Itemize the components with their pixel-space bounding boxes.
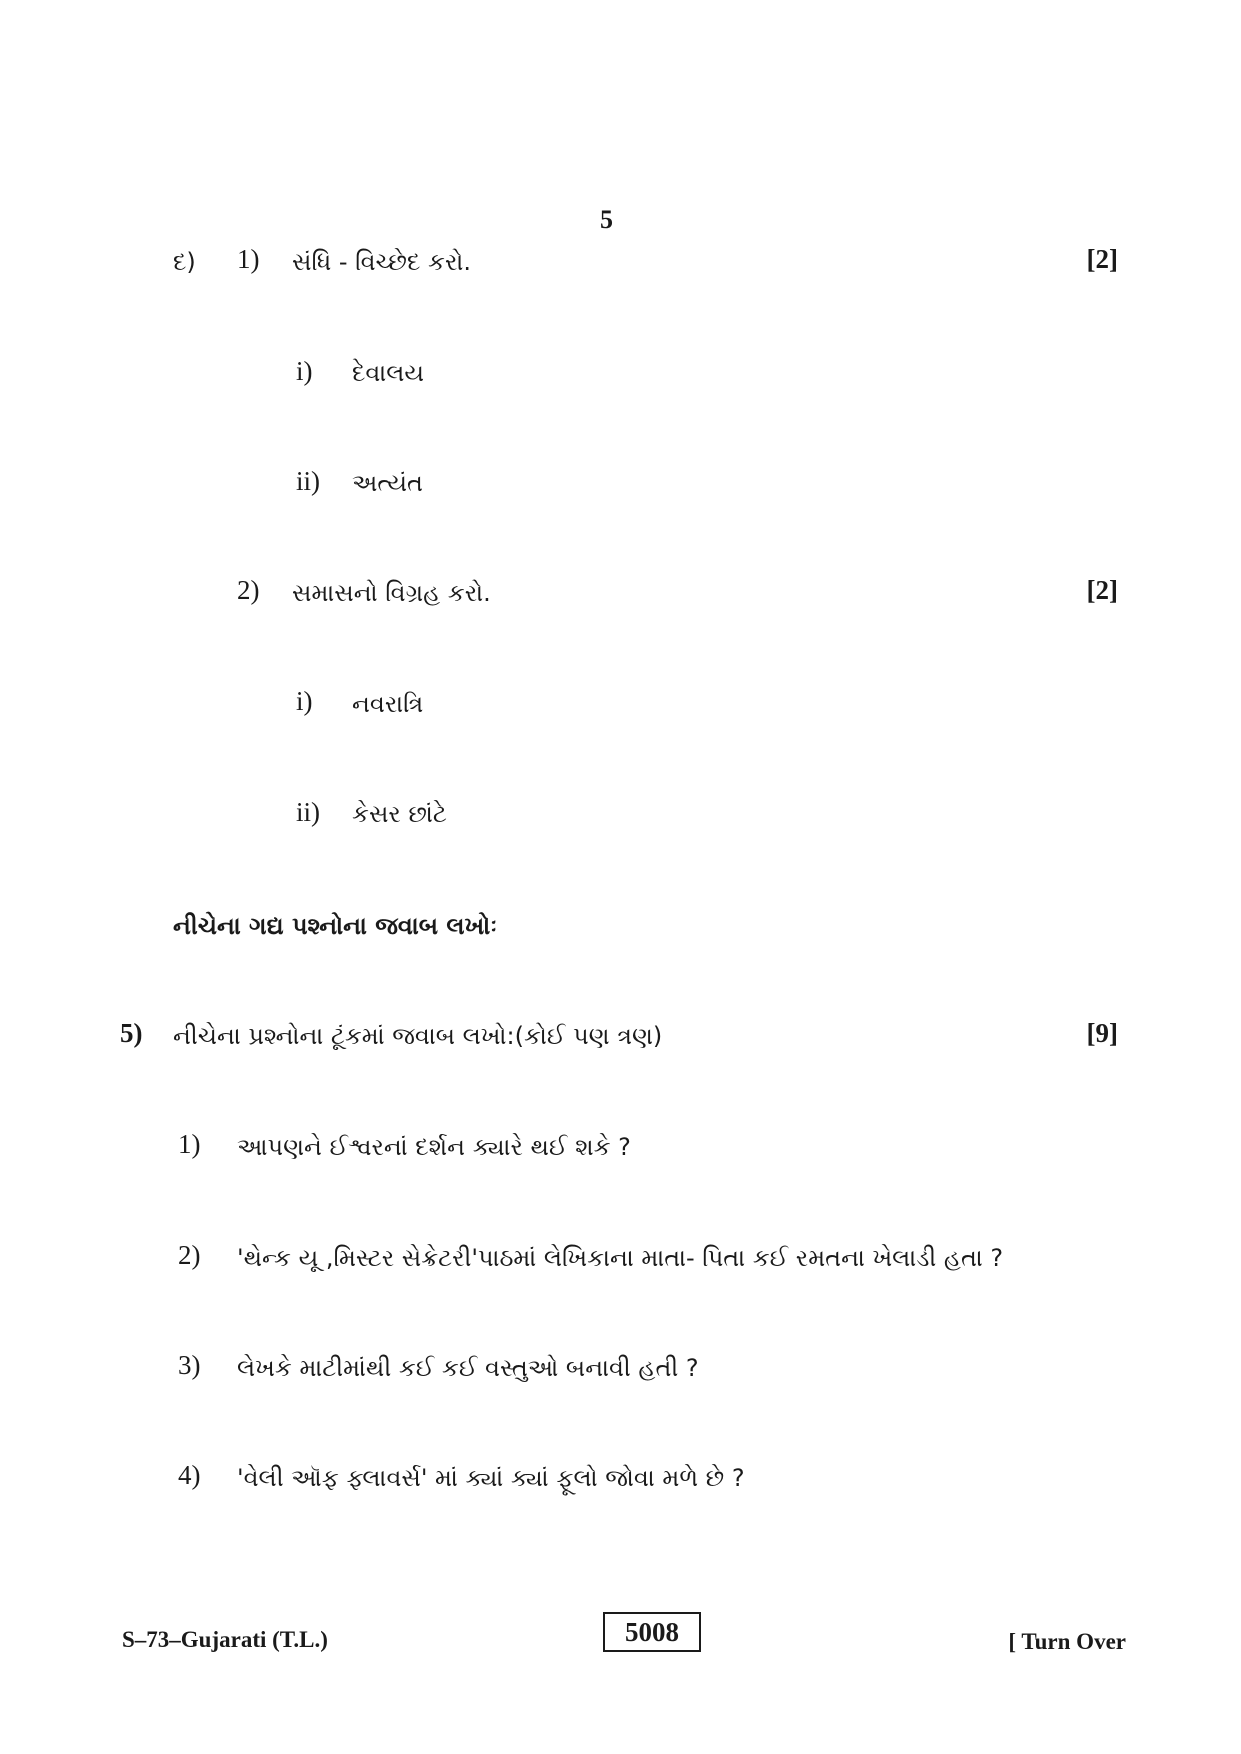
q5-item-4-text: 'વેલી ઑફ ફ્લાવર્સ' માં ક્યાં ક્યાં ફૂલો જોવા મળે છે ?	[237, 1464, 745, 1492]
q1-number: 1)	[237, 244, 260, 274]
q2-item-i-text: નવરાત્રિ	[352, 690, 424, 718]
q2-item-ii-number: ii)	[296, 797, 320, 827]
q5-item-3-number: 3)	[178, 1350, 201, 1380]
q5-item-1-number: 1)	[178, 1129, 201, 1159]
q5-item-1-text: આપણને ઈશ્વરનાં દર્શન ક્યારે થઈ શકે ?	[237, 1133, 631, 1161]
q1-item-ii-number: ii)	[296, 466, 320, 496]
footer-code-box: 5008	[603, 1612, 701, 1652]
q1-item-i-text: દેવાલય	[352, 359, 425, 387]
q5-item-3-text: લેખકે માટીમાંથી કઈ કઈ વસ્તુઓ બનાવી હતી ?	[237, 1354, 699, 1382]
q1-item-ii-text: અત્યંત	[352, 469, 423, 497]
section-d-label: દ)	[173, 248, 196, 276]
q2-item-i-number: i)	[296, 686, 313, 716]
footer-paper-code: S–73–Gujarati (T.L.)	[122, 1627, 328, 1652]
q5-item-2-number: 2)	[178, 1240, 201, 1270]
q5-marks: [9]	[1086, 1018, 1118, 1048]
q1-marks: [2]	[1086, 244, 1118, 274]
q5-item-4-number: 4)	[178, 1460, 201, 1490]
footer-turn-over: [ Turn Over	[1008, 1629, 1126, 1654]
q2-marks: [2]	[1086, 575, 1118, 605]
q5-item-2-text: 'થેન્ક યૂ ,મિસ્ટર સેક્રેટરી'પાઠમાં લેખિકાના માતા- પિતા કઈ રમતના ખેલાડી હતા ?	[237, 1244, 1004, 1272]
q2-item-ii-text: કેસર છાંટે	[352, 800, 447, 828]
q5-text: નીચેના પ્રશ્નોના ટૂંકમાં જવાબ લખો:(કોઈ પણ ત્રણ)	[173, 1022, 663, 1050]
q1-text: સંધિ - વિચ્છેદ કરો.	[292, 248, 471, 276]
q2-number: 2)	[237, 575, 260, 605]
section-heading: નીચેના ગદ્ય પશ્નોના જવાબ લખોઃ	[173, 912, 498, 940]
q2-text: સમાસનો વિગ્રહ કરો.	[292, 579, 491, 607]
page-number: 5	[600, 205, 613, 234]
q1-item-i-number: i)	[296, 356, 313, 386]
q5-number: 5)	[120, 1018, 143, 1048]
